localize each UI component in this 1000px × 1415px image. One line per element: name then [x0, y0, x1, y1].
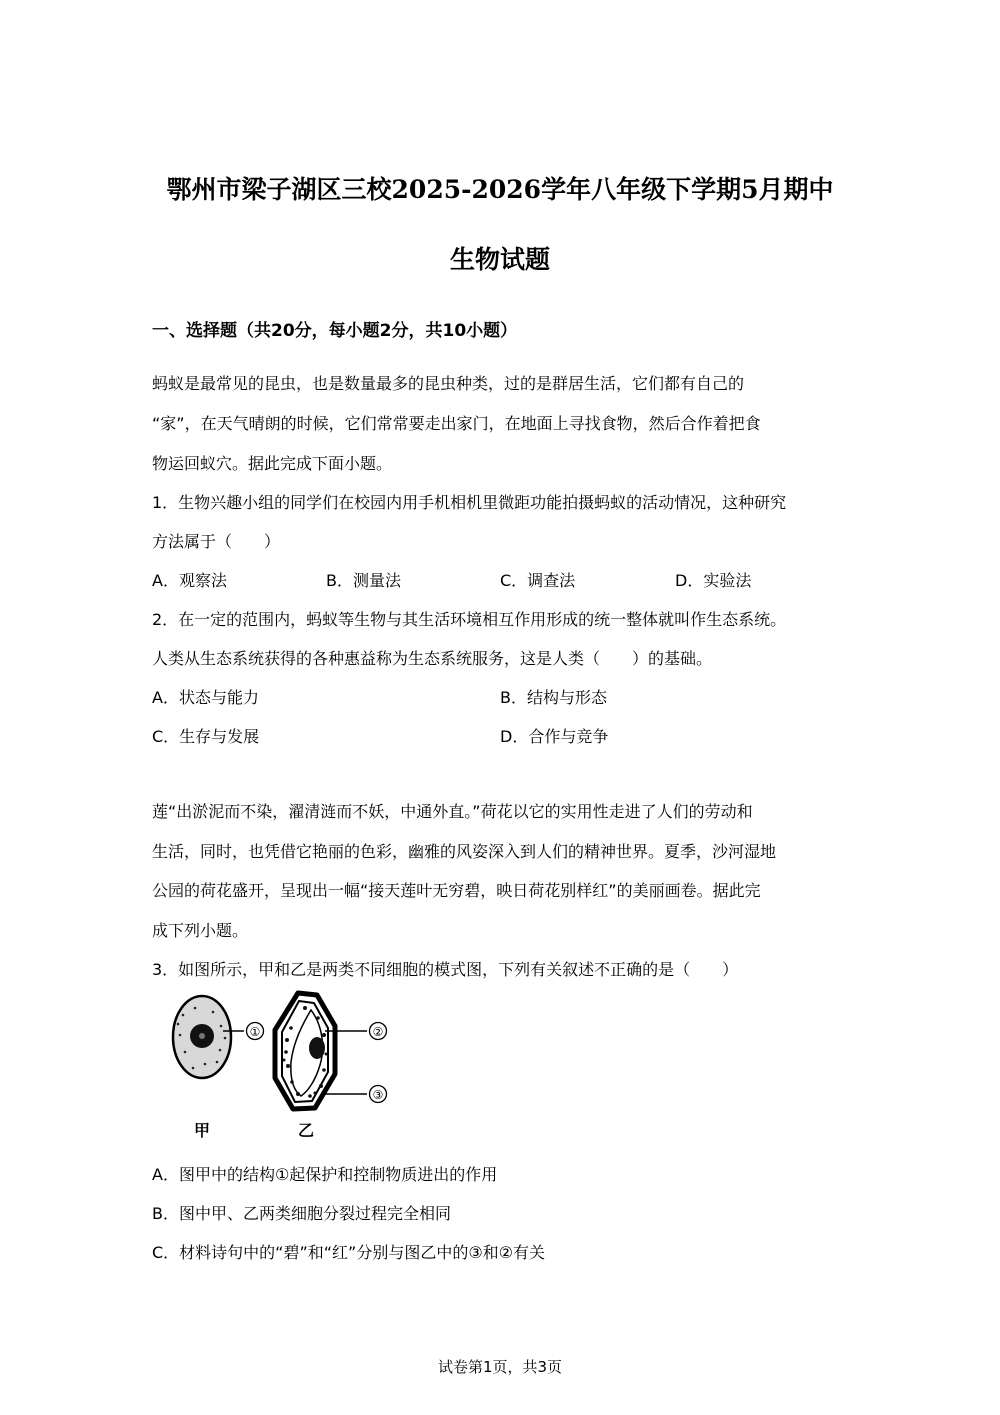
passage1-line: “家”，在天气晴朗的时候，它们常常要走出家门，在地面上寻找食物，然后合作着把食 [152, 414, 761, 433]
plant-cell-nucleus [309, 1037, 325, 1059]
q1-option-d: D．实验法 [675, 571, 752, 590]
cell-diagram [165, 990, 395, 1145]
q1-option-b: B．测量法 [326, 571, 401, 590]
q2-option-b: B．结构与形态 [500, 688, 607, 707]
q2-option-a: A．状态与能力 [152, 688, 259, 707]
q3-option-a: A．图甲中的结构①起保护和控制物质进出的作用 [152, 1165, 498, 1184]
section-heading: 一、选择题（共20分，每小题2分，共10小题） [152, 321, 518, 341]
question-1-stem: 方法属于（ ） [152, 532, 281, 551]
marker-3: ③ [372, 1088, 384, 1102]
question-3-stem: 3．如图所示，甲和乙是两类不同细胞的模式图，下列有关叙述不正确的是（ ） [152, 960, 739, 979]
passage1-line: 物运回蚁穴。据此完成下面小题。 [152, 454, 393, 473]
q1-option-a: A．观察法 [152, 571, 227, 590]
marker-1: ① [249, 1025, 261, 1039]
page-footer: 试卷第1页，共3页 [437, 1358, 563, 1376]
q3-option-b: B．图中甲、乙两类细胞分裂过程完全相同 [152, 1204, 451, 1223]
label-yi: 乙 [297, 1121, 315, 1140]
label-jia: 甲 [193, 1121, 211, 1140]
passage2-line: 公园的荷花盛开，呈现出一幅“接天莲叶无穷碧，映日荷花别样红”的美丽画卷。据此完 [152, 881, 761, 900]
passage2-line: 生活，同时，也凭借它艳丽的色彩，幽雅的风姿深入到人们的精神世界。夏季，沙河湿地 [152, 842, 777, 861]
q2-option-c: C．生存与发展 [152, 727, 260, 746]
q1-option-c: C．调查法 [500, 571, 576, 590]
q3-option-c: C．材料诗句中的“碧”和“红”分别与图乙中的③和②有关 [152, 1243, 546, 1262]
exam-title-line2: 生物试题 [449, 245, 550, 274]
passage2-line: 莲“出淤泥而不染，濯清涟而不妖，中通外直。”荷花以它的实用性走进了人们的劳动和 [152, 802, 753, 821]
marker-2: ② [372, 1025, 384, 1039]
q2-option-d: D．合作与竞争 [500, 727, 609, 746]
question-1-stem: 1．生物兴趣小组的同学们在校园内用手机相机里微距功能拍摄蚂蚁的活动情况，这种研究 [152, 493, 787, 512]
passage2-line: 成下列小题。 [152, 921, 249, 940]
exam-title-line1: 鄂州市梁子湖区三校2025-2026学年八年级下学期5月期中 [166, 175, 834, 204]
question-2-stem: 人类从生态系统获得的各种惠益称为生态系统服务，这是人类（ ）的基础。 [152, 649, 713, 668]
question-2-stem: 2．在一定的范围内，蚂蚁等生物与其生活环境相互作用形成的统一整体就叫作生态系统。 [152, 610, 787, 629]
passage1-line: 蚂蚁是最常见的昆虫，也是数量最多的昆虫种类，过的是群居生活，它们都有自己的 [152, 374, 745, 393]
